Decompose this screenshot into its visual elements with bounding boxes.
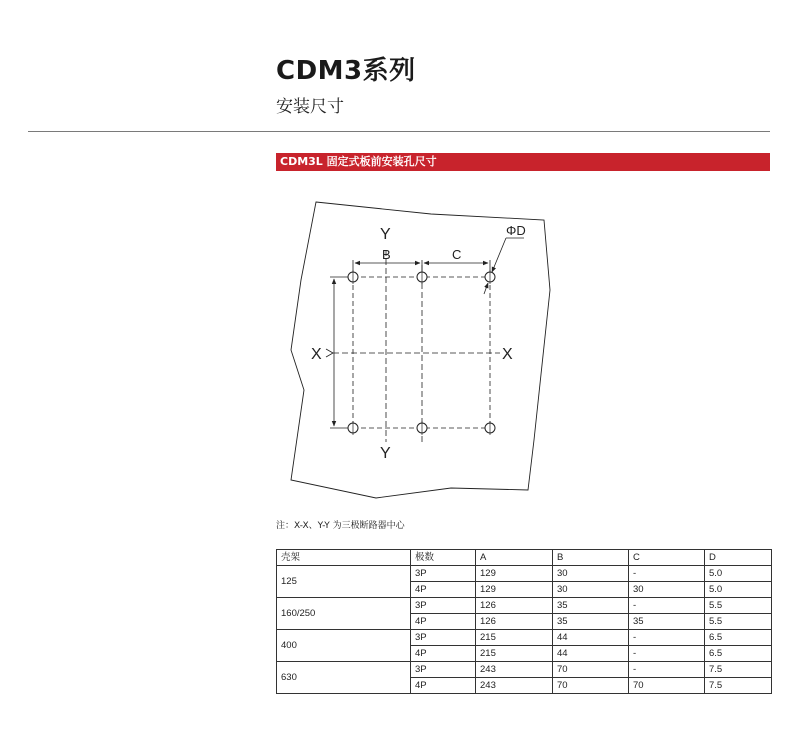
b-cell: 70: [553, 662, 629, 678]
d-cell: 5.5: [705, 598, 772, 614]
c-cell: 35: [629, 614, 705, 630]
a-cell: 243: [476, 678, 553, 694]
header-d: D: [705, 550, 772, 566]
poles-cell: 4P: [411, 678, 476, 694]
header-divider: [28, 131, 770, 132]
poles-cell: 3P: [411, 598, 476, 614]
b-cell: 30: [553, 566, 629, 582]
label-x-right: X: [502, 346, 513, 363]
poles-cell: 3P: [411, 662, 476, 678]
label-dim-d: ΦD: [506, 223, 526, 238]
a-cell: 126: [476, 598, 553, 614]
b-cell: 35: [553, 598, 629, 614]
poles-cell: 4P: [411, 582, 476, 598]
label-dim-c: C: [452, 247, 462, 262]
a-cell: 215: [476, 630, 553, 646]
d-cell: 5.0: [705, 566, 772, 582]
label-x-left: X: [311, 346, 322, 363]
label-y-top: Y: [380, 226, 391, 243]
mounting-holes: [348, 272, 495, 433]
c-cell: 30: [629, 582, 705, 598]
poles-cell: 4P: [411, 614, 476, 630]
header-c: C: [629, 550, 705, 566]
label-dim-b: B: [382, 247, 391, 262]
frame-cell: 125: [277, 566, 411, 598]
d-cell: 6.5: [705, 646, 772, 662]
dimension-table: [276, 549, 772, 694]
dimension-lines: [330, 238, 524, 428]
b-cell: 70: [553, 678, 629, 694]
d-cell: 7.5: [705, 678, 772, 694]
header-poles: 极数: [411, 550, 476, 566]
header-frame: 壳架: [277, 550, 411, 566]
poles-cell: 3P: [411, 566, 476, 582]
d-cell: 5.5: [705, 614, 772, 630]
drawing-note: 注：X-X、Y-Y 为三极断路器中心: [276, 521, 405, 531]
poles-cell: 4P: [411, 646, 476, 662]
a-cell: 129: [476, 582, 553, 598]
a-cell: 215: [476, 646, 553, 662]
table-header-row: [277, 550, 772, 566]
d-cell: 6.5: [705, 630, 772, 646]
table-row: [277, 598, 772, 614]
c-cell: -: [629, 646, 705, 662]
frame-cell: 400: [277, 630, 411, 662]
section-banner: CDM3L 固定式板前安装孔尺寸: [276, 153, 770, 171]
b-cell: 35: [553, 614, 629, 630]
c-cell: -: [629, 662, 705, 678]
c-cell: -: [629, 598, 705, 614]
d-cell: 5.0: [705, 582, 772, 598]
d-cell: 7.5: [705, 662, 772, 678]
page-subtitle: 安装尺寸: [276, 97, 344, 117]
hole-grid: [353, 277, 490, 428]
header-b: B: [553, 550, 629, 566]
c-cell: -: [629, 630, 705, 646]
a-cell: 129: [476, 566, 553, 582]
header-a: A: [476, 550, 553, 566]
c-cell: -: [629, 566, 705, 582]
poles-cell: 3P: [411, 630, 476, 646]
b-cell: 44: [553, 646, 629, 662]
a-cell: 126: [476, 614, 553, 630]
frame-cell: 160/250: [277, 598, 411, 630]
frame-cell: 630: [277, 662, 411, 694]
label-y-bottom: Y: [380, 445, 391, 462]
a-cell: 243: [476, 662, 553, 678]
mounting-hole-drawing: [276, 190, 566, 505]
table-row: [277, 566, 772, 582]
table-row: [277, 662, 772, 678]
b-cell: 30: [553, 582, 629, 598]
table-row: [277, 630, 772, 646]
page-title: CDM3系列: [276, 56, 416, 86]
c-cell: 70: [629, 678, 705, 694]
b-cell: 44: [553, 630, 629, 646]
